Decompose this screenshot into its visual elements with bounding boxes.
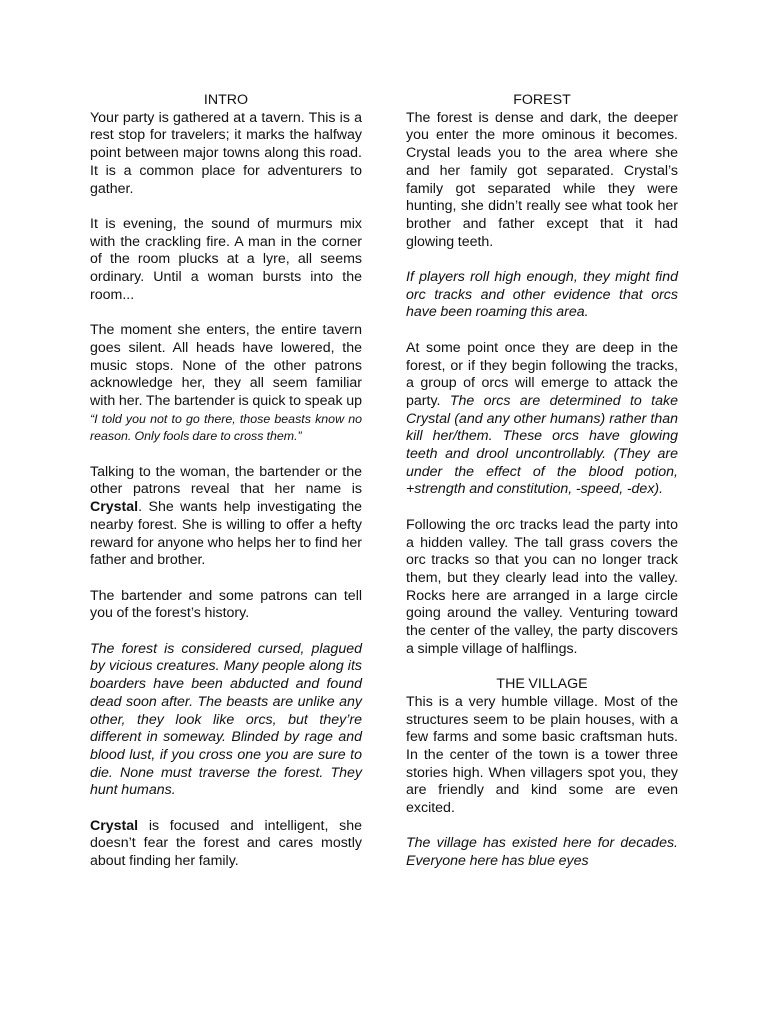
intro-heading: INTRO bbox=[203, 92, 249, 108]
forest-paragraph-2: At some point once they are deep in the forest, or if they begin following the tracks, a group of orcs will emerge to attack the party. The orcs are determined to take Crystal (and any other humans) rather than kill her/them. These orcs have glowing teeth and drool uncontrollably. (They are under the effect of the blood potion, +strength and constitution, -speed, -dex). bbox=[406, 339, 678, 498]
intro-paragraph-2: It is evening, the sound of murmurs mix with the crackling fire. A man in the corner of the room plucks at a lyre, all seems ordinary. Until a woman bursts into the room... bbox=[90, 215, 362, 303]
intro-paragraph-3-text: The moment she enters, the entire tavern goes silent. All heads have lowered, the music stops. None of the other patrons acknowledge her, they all seem familiar with her. The bartender is quick to speak up bbox=[90, 322, 362, 409]
forest-history: The forest is considered cursed, plagued by vicious creatures. Many people along its boarders have been abducted and found dead soon after. The beasts are unlike any other, they look like orcs, but they’re different in someway. Blinded by rage and blood lust, if you cross one you are sure to die. None must traverse the forest. They hunt humans. bbox=[90, 640, 362, 799]
right-column bbox=[406, 92, 678, 871]
village-paragraph-2: The village has existed here for decades. Everyone here has blue eyes bbox=[406, 835, 678, 870]
forest-heading: FOREST bbox=[513, 92, 571, 108]
forest-paragraph-3: Following the orc tracks lead the party into a hidden valley. The tall grass covers the orc tracks so that you can no longer track them, but they clearly lead into the valley. Rocks here are arranged in a large circle going around the valley. Venturing toward the center of the valley, the party discovers a simple village of halflings. bbox=[406, 516, 678, 657]
intro-paragraph-5: The bartender and some patrons can tell you of the forest’s history. bbox=[90, 587, 362, 622]
forest-paragraph-1: The forest is dense and dark, the deeper you enter the more ominous it becomes. Crystal leads you to the area where she and her family got separated. Crystal’s family got separated while they were hunting, she didn’t really see what took her brother and father except that it had glowing teeth. bbox=[406, 109, 678, 250]
intro-paragraph-6: Crystal is focused and intelligent, she doesn’t fear the forest and cares mostly about finding her family. bbox=[90, 817, 362, 870]
intro-paragraph-4: Talking to the woman, the bartender or the other patrons reveal that her name is Crystal. She wants help investigating the nearby forest. She is willing to offer a hefty reward for anyone who helps her to find her father and brother. bbox=[90, 463, 362, 569]
crystal-name: Crystal bbox=[90, 499, 139, 516]
crystal-name-2: Crystal bbox=[90, 817, 139, 834]
village-heading: THE VILLAGE bbox=[496, 676, 588, 693]
village-paragraph-1: This is a very humble village. Most of the structures seem to be plain houses, with a few farms and some basic craftsman huts. In the center of the town is a tower three stories high. When villagers spot you, they are friendly and kind some are even excited. bbox=[406, 693, 678, 817]
intro-paragraph-1: Your party is gathered at a tavern. This is a rest stop for travelers; it marks the halfway point between major towns along this road. It is a common place for adventurers to gather. bbox=[90, 109, 362, 197]
left-column bbox=[90, 92, 362, 871]
forest-gm-note: If players roll high enough, they might find orc tracks and other evidence that orcs have been roaming this area. bbox=[406, 269, 678, 321]
intro-paragraph-3 bbox=[90, 322, 362, 446]
bartender-quote: “I told you not to go there, those beasts know no reason. Only fools dare to cross them.” bbox=[90, 411, 362, 444]
